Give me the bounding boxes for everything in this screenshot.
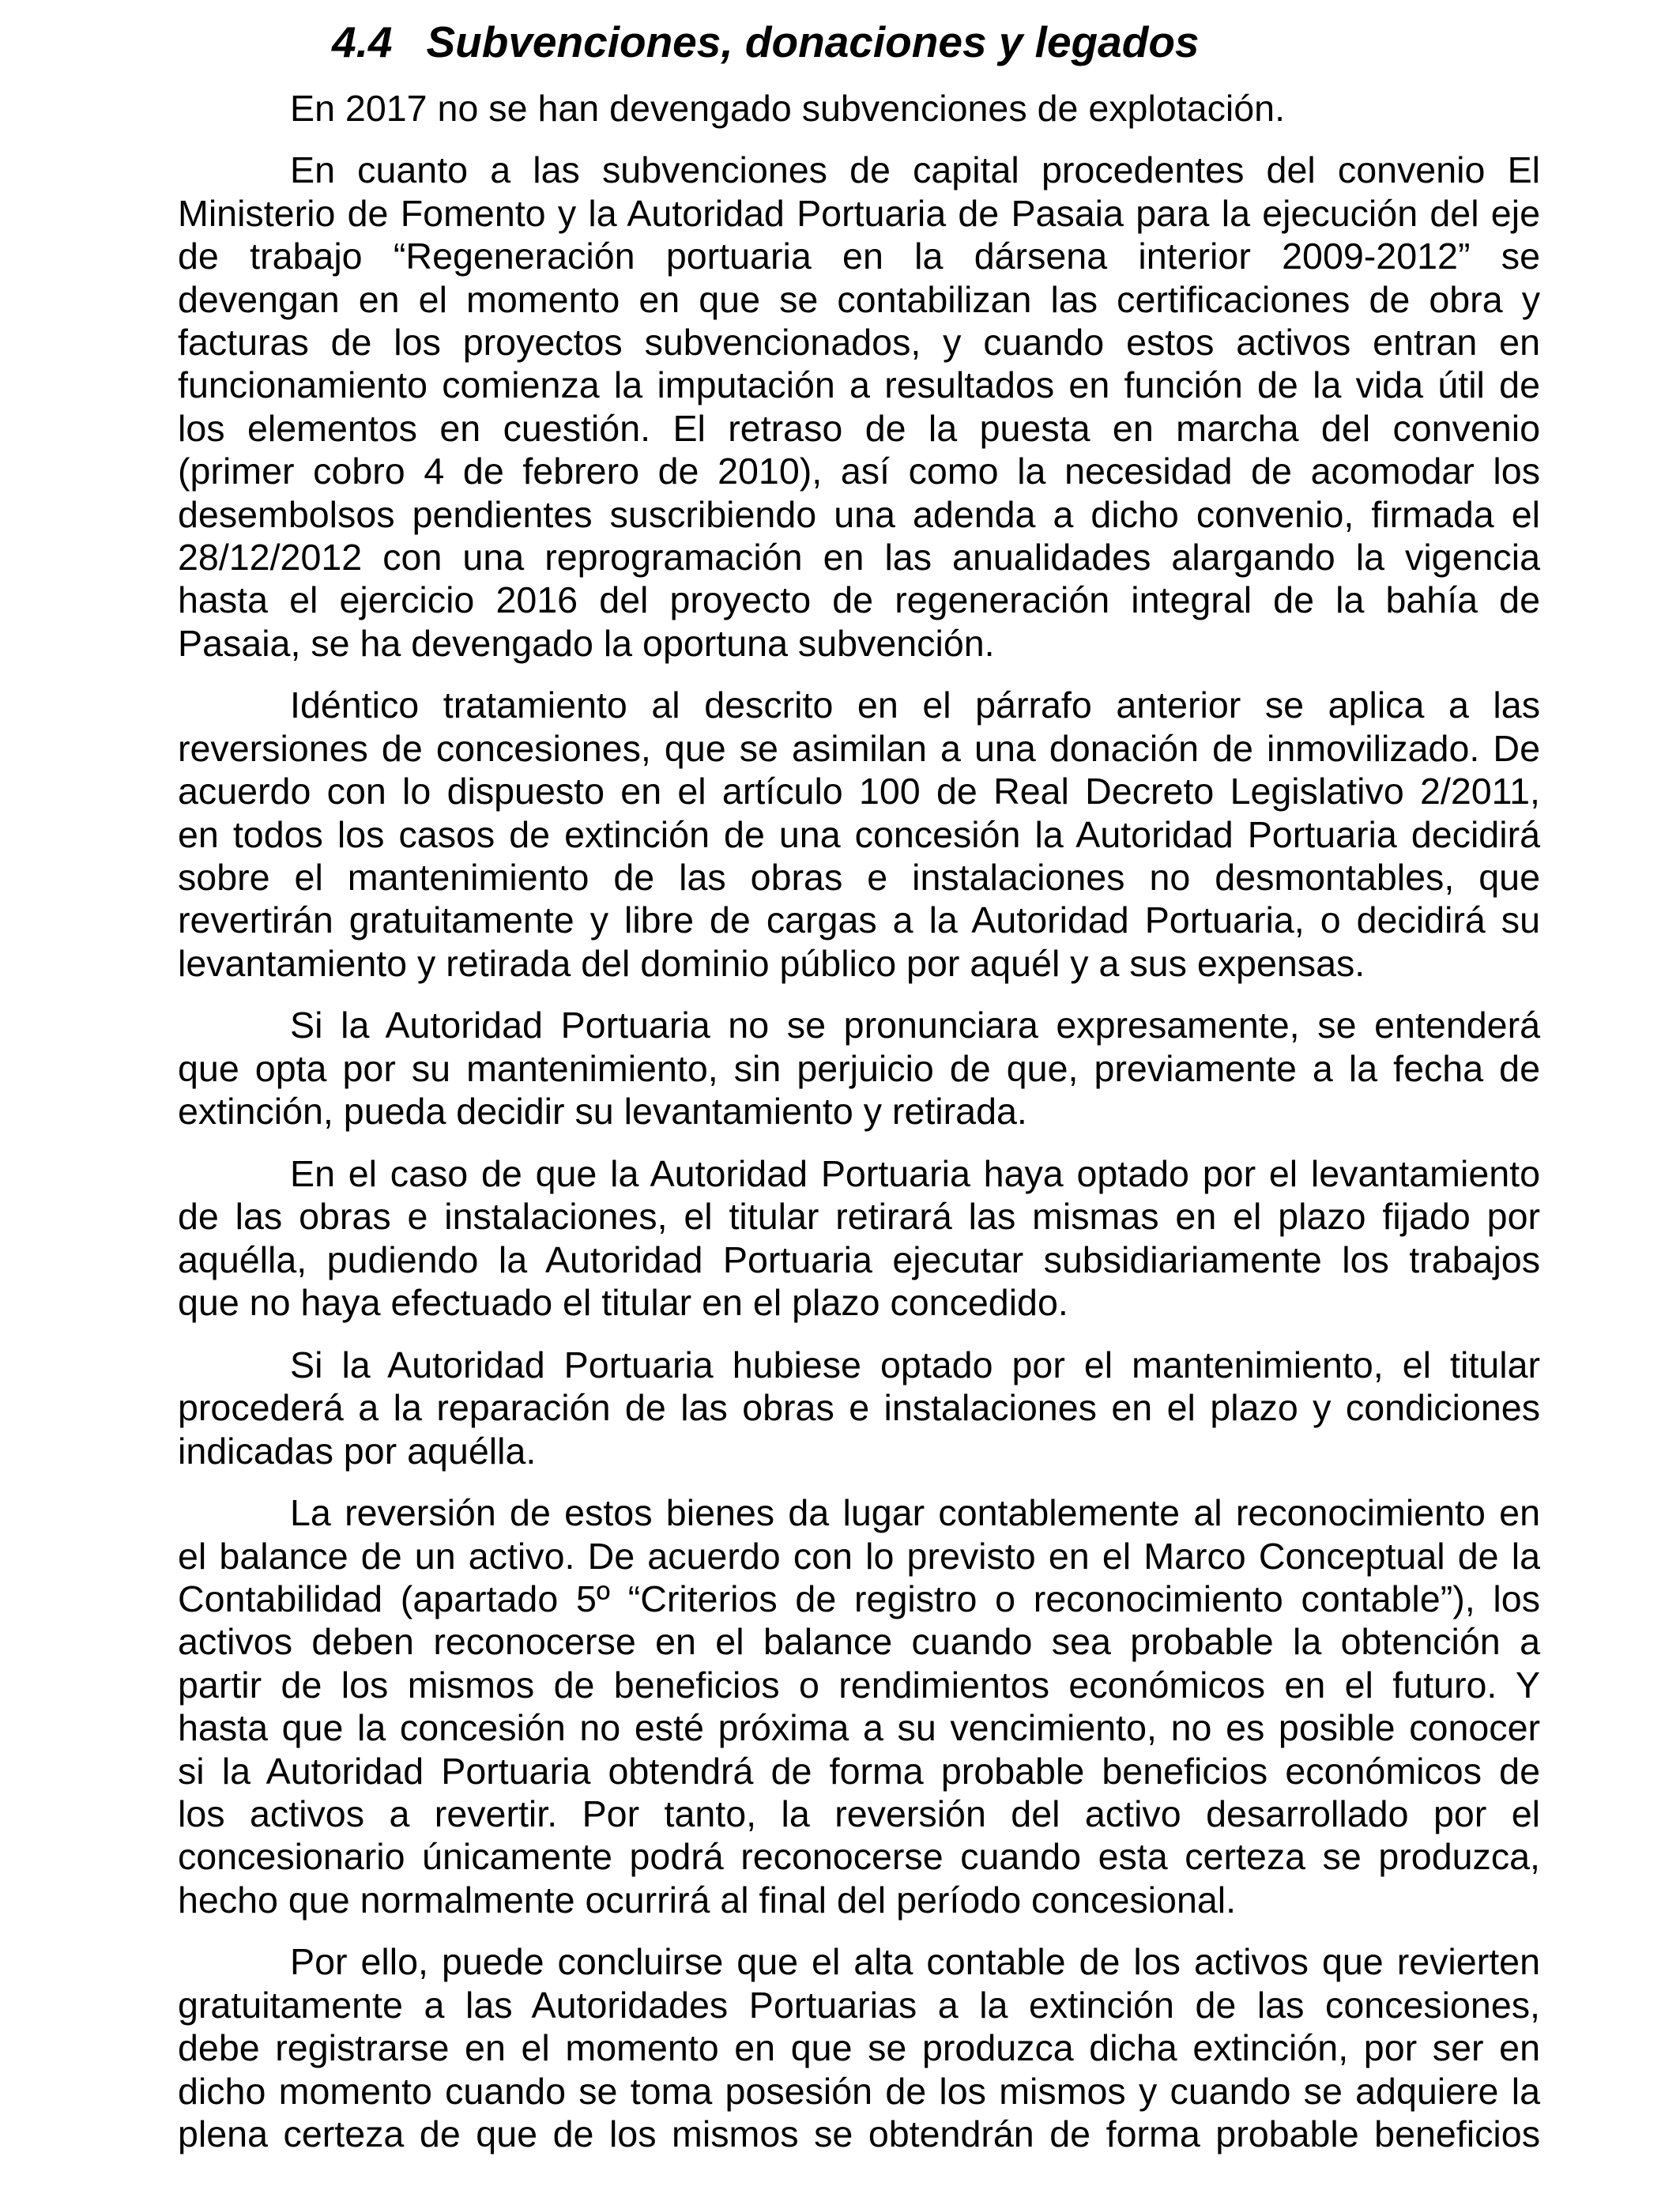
paragraph xyxy=(178,149,1540,665)
text-line: 28/12/2012 con una reprogramación en las anualidades alargando la vigencia xyxy=(178,536,1540,578)
text-line: partir de los mismos de beneficios o rendimientos económicos en el futuro. Y xyxy=(178,1664,1540,1706)
text-line: los elementos en cuestión. El retraso de la puesta en marcha del convenio xyxy=(178,407,1540,449)
page-content xyxy=(178,17,1540,2175)
text-line: concesionario únicamente podrá reconocerse cuando esta certeza se produzca, xyxy=(178,1836,1540,1878)
text-line: Si la Autoridad Portuaria no se pronunciara expresamente, se entenderá xyxy=(290,1005,1540,1046)
section-heading xyxy=(332,17,1540,67)
text-line: extinción, pueda decidir su levantamiento y retirada. xyxy=(178,1091,1027,1133)
text-line: aquélla, pudiendo la Autoridad Portuaria ejecutar subsidiariamente los trabajos xyxy=(178,1238,1540,1280)
text-line: hasta el ejercicio 2016 del proyecto de regeneración integral de la bahía de xyxy=(178,579,1540,621)
text-line: Idéntico tratamiento al descrito en el párrafo anterior se aplica a las xyxy=(290,684,1540,726)
text-line: devengan en el momento en que se contabilizan las certificaciones de obra y xyxy=(178,278,1540,320)
text-line: La reversión de estos bienes da lugar contablemente al reconocimiento en xyxy=(290,1492,1540,1534)
text-line: que opta por su mantenimiento, sin perjuicio de que, previamente a la fecha de xyxy=(178,1047,1540,1089)
text-line: Pasaia, se ha devengado la oportuna subvención. xyxy=(178,622,995,664)
text-line: sobre el mantenimiento de las obras e instalaciones no desmontables, que xyxy=(178,856,1540,898)
text-line: de trabajo “Regeneración portuaria en la dársena interior 2009-2012” se xyxy=(178,236,1540,277)
text-line: levantamiento y retirada del dominio público por aquél y a sus expensas. xyxy=(178,942,1365,984)
text-line: hasta que la concesión no esté próxima a su vencimiento, no es posible conocer xyxy=(178,1707,1540,1749)
text-line: de las obras e instalaciones, el titular retirará las mismas en el plazo fijado por xyxy=(178,1196,1540,1238)
text-line: que no haya efectuado el titular en el plazo concedido. xyxy=(178,1282,1068,1324)
text-line: hecho que normalmente ocurrirá al final del período concesional. xyxy=(178,1879,1237,1921)
text-line: los activos a revertir. Por tanto, la reversión del activo desarrollado por el xyxy=(178,1793,1540,1834)
text-line: revertirán gratuitamente y libre de cargas a la Autoridad Portuaria, o decidirá su xyxy=(178,899,1540,941)
text-line: facturas de los proyectos subvencionados, y cuando estos activos entran en xyxy=(178,321,1540,363)
text-line: Contabilidad (apartado 5º “Criterios de registro o reconocimiento contable”), los xyxy=(178,1578,1540,1619)
text-line: el balance de un activo. De acuerdo con lo previsto en el Marco Conceptual de la xyxy=(178,1535,1540,1577)
text-line: si la Autoridad Portuaria obtendrá de forma probable beneficios económicos de xyxy=(178,1750,1540,1792)
text-line: Por ello, puede concluirse que el alta contable de los activos que revierten xyxy=(290,1941,1540,1983)
paragraph xyxy=(178,1491,1540,1921)
paragraph xyxy=(178,87,1540,130)
text-line: En el caso de que la Autoridad Portuaria haya optado por el levantamiento xyxy=(290,1152,1540,1194)
text-line: Ministerio de Fomento y la Autoridad Portuaria de Pasaia para la ejecución del eje xyxy=(178,192,1540,234)
text-line: en todos los casos de extinción de una concesión la Autoridad Portuaria decidirá xyxy=(178,813,1540,855)
text-line: desembolsos pendientes suscribiendo una adenda a dicho convenio, firmada el xyxy=(178,493,1540,535)
text-line: debe registrarse en el momento en que se produzca dicha extinción, por ser en xyxy=(178,2027,1540,2069)
paragraph xyxy=(178,1344,1540,1472)
paragraph xyxy=(178,1940,1540,2155)
paragraph xyxy=(178,1152,1540,1325)
text-line: activos deben reconocerse en el balance cuando sea probable la obtención a xyxy=(178,1621,1540,1663)
text-line: indicadas por aquélla. xyxy=(178,1430,537,1472)
text-line: funcionamiento comienza la imputación a resultados en función de la vida útil de xyxy=(178,364,1540,406)
paragraph xyxy=(178,1004,1540,1133)
text-line: dicho momento cuando se toma posesión de los mismos y cuando se adquiere la xyxy=(178,2070,1540,2112)
paragraph xyxy=(178,684,1540,985)
text-line: acuerdo con lo dispuesto en el artículo 100 de Real Decreto Legislativo 2/2011, xyxy=(178,771,1540,812)
text-line: En cuanto a las subvenciones de capital procedentes del convenio El xyxy=(290,149,1540,191)
section-number: 4.4 xyxy=(332,17,393,66)
text-line: plena certeza de que de los mismos se obtendrán de forma probable beneficios xyxy=(178,2113,1540,2154)
section-title: Subvenciones, donaciones y legados xyxy=(426,17,1200,66)
text-line: procederá a la reparación de las obras e instalaciones en el plazo y condiciones xyxy=(178,1387,1540,1429)
text-line: (primer cobro 4 de febrero de 2010), así como la necesidad de acomodar los xyxy=(178,450,1540,492)
text-line: reversiones de concesiones, que se asimilan a una donación de inmovilizado. De xyxy=(178,727,1540,769)
text-line: gratuitamente a las Autoridades Portuarias a la extinción de las concesiones, xyxy=(178,1984,1540,2026)
text-line: Si la Autoridad Portuaria hubiese optado por el mantenimiento, el titular xyxy=(290,1344,1540,1385)
text-line: En 2017 no se han devengado subvenciones de explotación. xyxy=(290,87,1286,129)
